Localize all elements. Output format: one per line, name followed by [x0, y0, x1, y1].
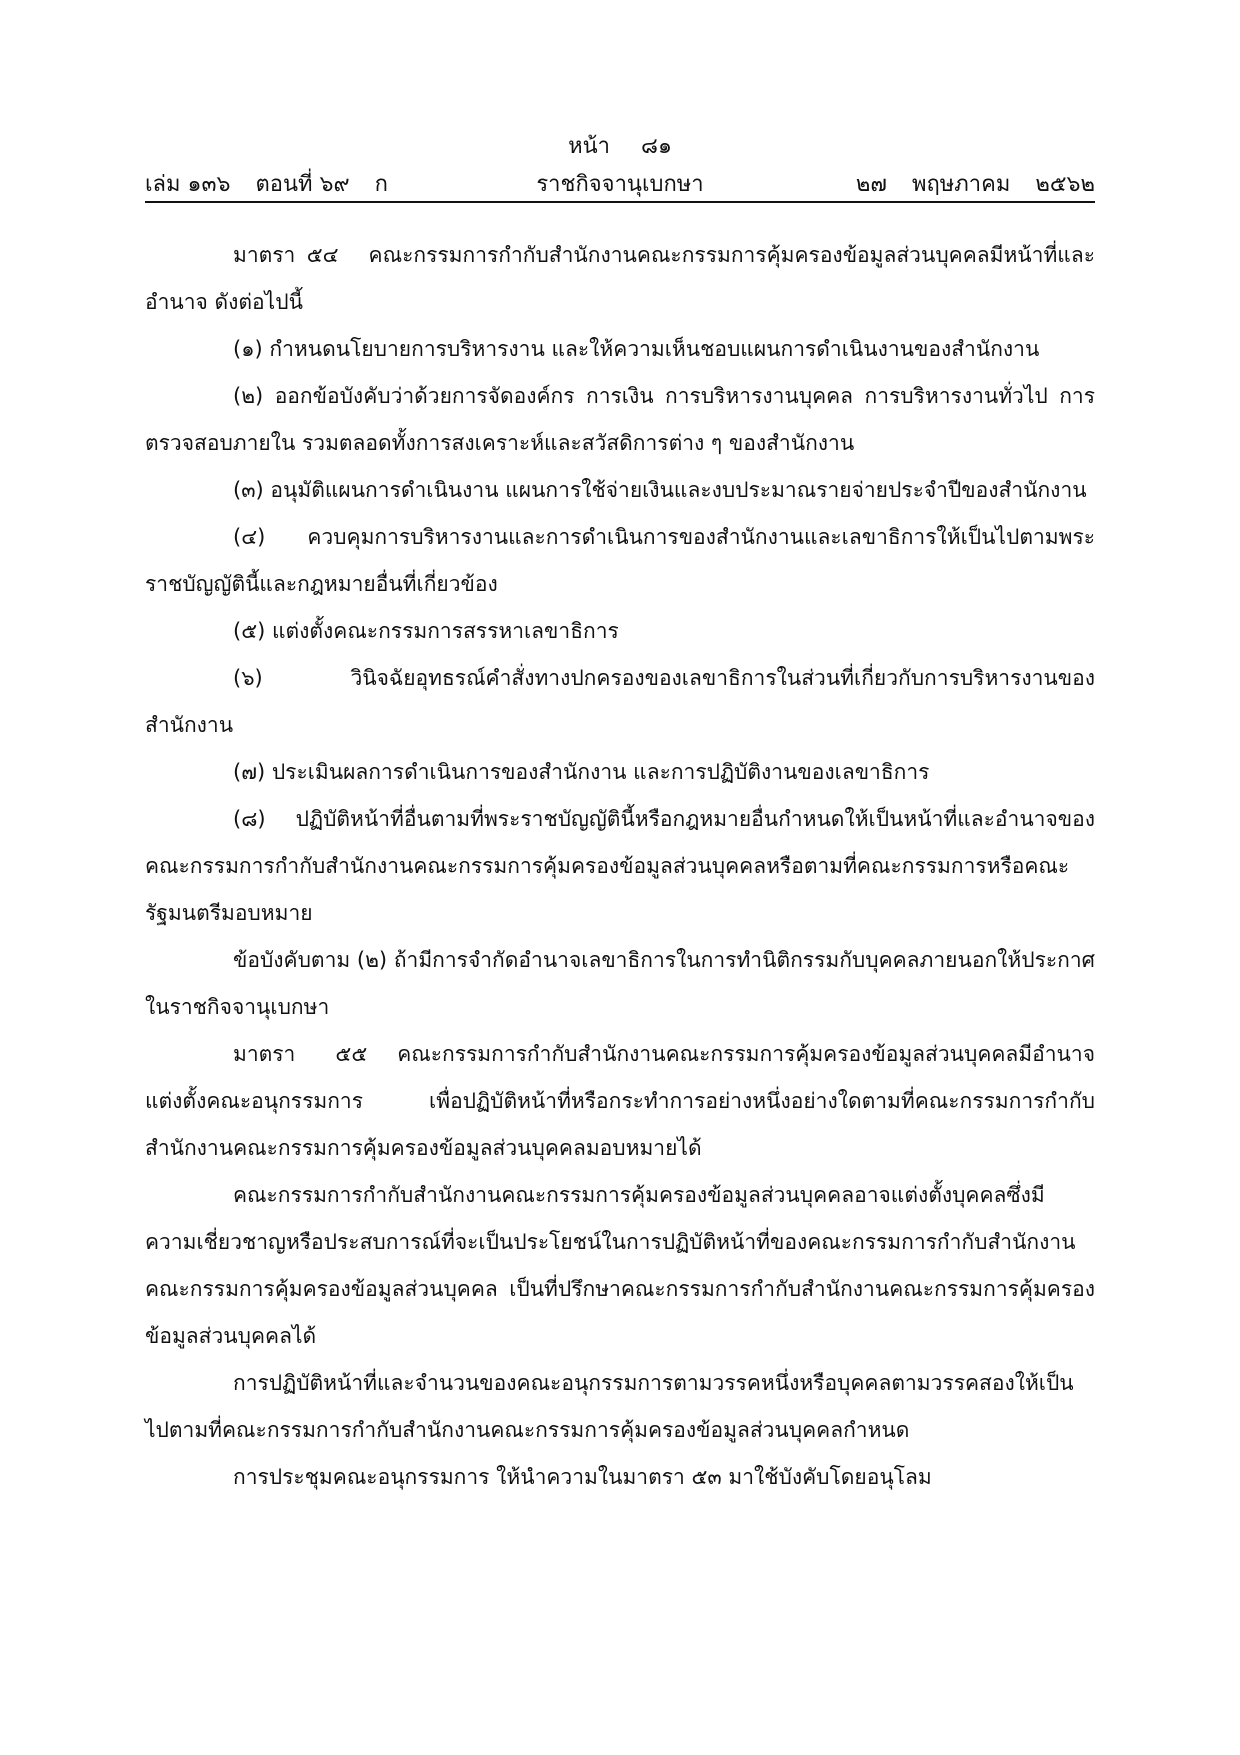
publication-title: ราชกิจจานุเบกษา	[536, 172, 704, 197]
item-7: (๗) ประเมินผลการดำเนินการของสำนักงาน และการปฏิบัติงานของเลขาธิการ	[233, 760, 930, 784]
item-5: (๕) แต่งตั้งคณะกรรมการสรรหาเลขาธิการ	[233, 619, 619, 643]
item-6: (๖) วินิจฉัยอุทธรณ์คำสั่งทางปกครองของเลขาธิการในส่วนที่เกี่ยวกับการบริหารงานของสำนักงาน	[145, 666, 1095, 737]
header-divider	[145, 201, 1095, 203]
item-4: (๔) ควบคุมการบริหารงานและการดำเนินการของสำนักงานและเลขาธิการให้เป็นไปตามพระราชบัญญัตินี้และกฎหมายอื่นที่เกี่ยวข้อง	[145, 525, 1095, 596]
volume: เล่ม ๑๓๖	[145, 172, 231, 197]
section-55-text: คณะกรรมการกำกับสำนักงานคณะกรรมการคุ้มครองข้อมูลส่วนบุคคลมีอำนาจแต่งตั้งคณะอนุกรรมการ เพื่อปฏิบัติหน้าที่หรือกระทำการอย่างหนึ่งอย่างใดตามที่คณะกรรมการกำกับสำนักงานคณะกรรมการคุ้มครองข้อมูลส่วนบุคคลมอบหมายได้	[145, 1042, 1095, 1160]
section-55-paragraph-2: คณะกรรมการกำกับสำนักงานคณะกรรมการคุ้มครองข้อมูลส่วนบุคคลอาจแต่งตั้งบุคคลซึ่งมีความเชี่ยวชาญหรือประสบการณ์ที่จะเป็นประโยชน์ในการปฏิบัติหน้าที่ของคณะกรรมการกำกับสำนักงานคณะกรรมการคุ้มครองข้อมูลส่วนบุคคล เป็นที่ปรึกษาคณะกรรมการกำกับสำนักงานคณะกรรมการคุ้มครองข้อมูลส่วนบุคคลได้	[145, 1183, 1095, 1348]
section-54-intro	[145, 232, 1095, 326]
item-8: (๘) ปฏิบัติหน้าที่อื่นตามที่พระราชบัญญัตินี้หรือกฎหมายอื่นกำหนดให้เป็นหน้าที่และอำนาจของคณะกรรมการกำกับสำนักงานคณะกรรมการคุ้มครองข้อมูลส่วนบุคคลหรือตามที่คณะกรรมการหรือคณะรัฐมนตรีมอบหมาย	[145, 807, 1095, 925]
section-55-label: มาตรา ๕๕	[233, 1042, 368, 1066]
section-54-text: คณะกรรมการกำกับสำนักงานคณะกรรมการคุ้มครองข้อมูลส่วนบุคคลมีหน้าที่และอำนาจ ดังต่อไปนี้	[145, 243, 1095, 314]
section-55-paragraph-3: การปฏิบัติหน้าที่และจำนวนของคณะอนุกรรมการตามวรรคหนึ่งหรือบุคคลตามวรรคสองให้เป็นไปตามที่คณะกรรมการกำกับสำนักงานคณะกรรมการคุ้มครองข้อมูลส่วนบุคคลกำหนด	[145, 1371, 1074, 1442]
gazette-header	[145, 166, 1095, 200]
document-body	[145, 232, 1095, 1501]
issue: ตอนที่ ๖๙	[255, 172, 350, 197]
section-55-intro	[145, 1031, 1095, 1172]
section-54-label: มาตรา ๕๔	[233, 243, 339, 267]
section-54-paragraph-2: ข้อบังคับตาม (๒) ถ้ามีการจำกัดอำนาจเลขาธิการในการทำนิติกรรมกับบุคคลภายนอกให้ประกาศในราชกิจจานุเบกษา	[145, 948, 1095, 1019]
page-label: หน้า	[568, 134, 610, 159]
section-55-paragraph-4: การประชุมคณะอนุกรรมการ ให้นำความในมาตรา ๕๓ มาใช้บังคับโดยอนุโลม	[233, 1465, 932, 1489]
item-2: (๒) ออกข้อบังคับว่าด้วยการจัดองค์กร การเงิน การบริหารงานบุคคล การบริหารงานทั่วไป การตรวจสอบภายใน รวมตลอดทั้งการสงเคราะห์และสวัสดิการต่าง ๆ ของสำนักงาน	[145, 384, 1096, 455]
date-month: พฤษภาคม	[911, 172, 1011, 197]
item-1: (๑) กำหนดนโยบายการบริหารงาน และให้ความเห็นชอบแผนการดำเนินงานของสำนักงาน	[233, 337, 1040, 361]
issue-section: ก	[374, 172, 388, 197]
page-number-header	[0, 128, 1240, 163]
issue-date	[838, 166, 1095, 201]
page-number: ๘๑	[640, 134, 672, 159]
item-3: (๓) อนุมัติแผนการดำเนินงาน แผนการใช้จ่ายเงินและงบประมาณรายจ่ายประจำปีของสำนักงาน	[233, 478, 1087, 502]
date-year: ๒๕๖๒	[1035, 172, 1095, 197]
date-day: ๒๗	[855, 172, 887, 197]
